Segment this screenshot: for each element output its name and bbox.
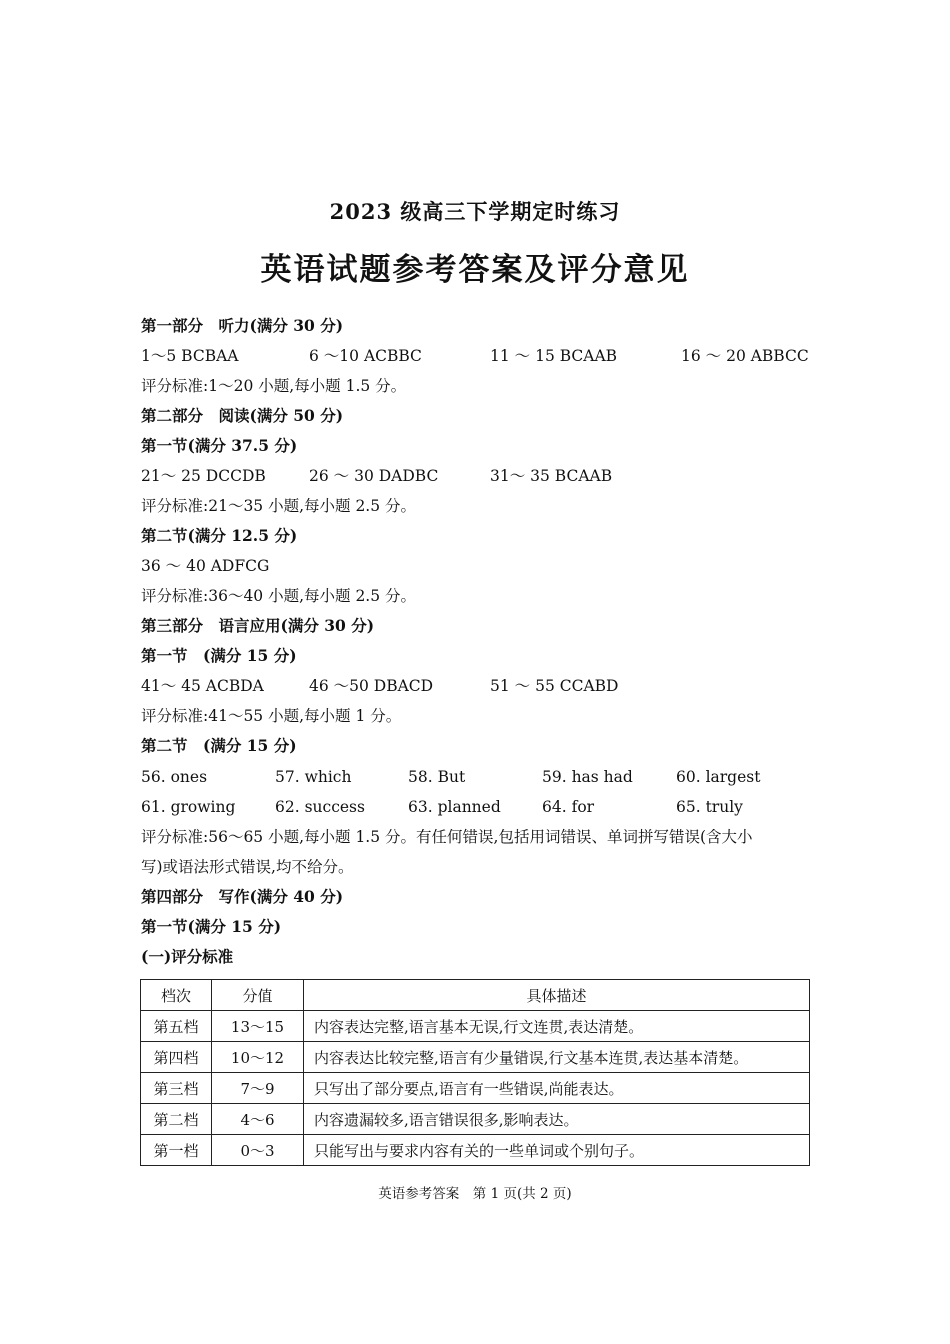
page-footer: 英语参考答案 第 1 页(共 2 页) <box>378 1186 572 1202</box>
grade-cell: 第一档 <box>141 1135 212 1166</box>
table-row <box>141 1104 810 1135</box>
column-header: 档次 <box>141 980 212 1011</box>
column-header: 具体描述 <box>304 980 810 1011</box>
answer-item: 56. ones <box>141 768 208 786</box>
score-range-cell: 13～15 <box>212 1011 304 1042</box>
part2-section2-answers: 36 ～ 40 ADFCG <box>141 557 270 575</box>
answer-item: 63. planned <box>408 798 501 816</box>
grade-cell: 第四档 <box>141 1042 212 1073</box>
score-range-cell: 7～9 <box>212 1073 304 1104</box>
part1-heading: 第一部分 听力(满分 30 分) <box>141 316 344 335</box>
answer-item: 60. largest <box>676 768 761 786</box>
part4-section1-heading: 第一节(满分 15 分) <box>141 917 282 936</box>
table-row <box>141 1011 810 1042</box>
score-range-cell: 4～6 <box>212 1104 304 1135</box>
part1-criteria: 评分标准:1～20 小题,每小题 1.5 分。 <box>141 377 407 395</box>
part3-heading: 第三部分 语言应用(满分 30 分) <box>141 616 375 635</box>
grade-cell: 第五档 <box>141 1011 212 1042</box>
part2-section2-heading: 第二节(满分 12.5 分) <box>141 526 298 545</box>
answer-group: 41～ 45 ACBDA <box>141 677 264 695</box>
description-cell: 只能写出与要求内容有关的一些单词或个别句子。 <box>304 1135 810 1166</box>
answer-group: 11 ～ 15 BCAAB <box>490 347 618 365</box>
part3-section2-criteria-line2: 写)或语法形式错误,均不给分。 <box>141 858 354 876</box>
answer-group: 26 ～ 30 DADBC <box>309 467 439 485</box>
document-title: 英语试题参考答案及评分意见 <box>260 252 690 288</box>
answer-item: 62. success <box>275 798 365 816</box>
grade-cell: 第二档 <box>141 1104 212 1135</box>
answer-group: 16 ～ 20 ABBCC <box>681 347 809 365</box>
answer-item: 65. truly <box>676 798 743 816</box>
answer-group: 6 ～10 ACBBC <box>309 347 422 365</box>
description-cell: 内容表达比较完整,语言有少量错误,行文基本连贯,表达基本清楚。 <box>304 1042 810 1073</box>
scoring-standard-subheading: (一)评分标准 <box>141 947 234 966</box>
description-cell: 内容遗漏较多,语言错误很多,影响表达。 <box>304 1104 810 1135</box>
table-row <box>141 1042 810 1073</box>
part2-heading: 第二部分 阅读(满分 50 分) <box>141 406 344 425</box>
exam-subtitle: 2023 级高三下学期定时练习 <box>329 199 621 224</box>
answer-item: 57. which <box>275 768 352 786</box>
answer-group: 21～ 25 DCCDB <box>141 467 266 485</box>
answer-group: 46 ～50 DBACD <box>309 677 434 695</box>
score-range-cell: 0～3 <box>212 1135 304 1166</box>
answer-item: 64. for <box>542 798 595 816</box>
description-cell: 内容表达完整,语言基本无误,行文连贯,表达清楚。 <box>304 1011 810 1042</box>
part3-section2-criteria-line1: 评分标准:56～65 小题,每小题 1.5 分。有任何错误,包括用词错误、单词拼写错误(含大小 <box>141 828 753 846</box>
part3-section2-heading: 第二节 (满分 15 分) <box>141 736 297 755</box>
score-range-cell: 10～12 <box>212 1042 304 1073</box>
answer-group: 51 ～ 55 CCABD <box>490 677 619 695</box>
part3-section1-criteria: 评分标准:41～55 小题,每小题 1 分。 <box>141 707 402 725</box>
table-row <box>141 1073 810 1104</box>
part3-section1-heading: 第一节 (满分 15 分) <box>141 646 297 665</box>
answer-item: 61. growing <box>141 798 236 816</box>
answer-item: 58. But <box>408 768 466 786</box>
scoring-table <box>140 979 810 1166</box>
part2-section1-heading: 第一节(满分 37.5 分) <box>141 436 298 455</box>
answer-item: 59. has had <box>542 768 633 786</box>
part2-section1-criteria: 评分标准:21～35 小题,每小题 2.5 分。 <box>141 497 417 515</box>
table-header-row <box>141 980 810 1011</box>
description-cell: 只写出了部分要点,语言有一些错误,尚能表达。 <box>304 1073 810 1104</box>
table-row <box>141 1135 810 1166</box>
part2-section2-criteria: 评分标准:36～40 小题,每小题 2.5 分。 <box>141 587 417 605</box>
part4-heading: 第四部分 写作(满分 40 分) <box>141 887 344 906</box>
column-header: 分值 <box>212 980 304 1011</box>
answer-group: 31～ 35 BCAAB <box>490 467 613 485</box>
answer-group: 1～5 BCBAA <box>141 347 239 365</box>
grade-cell: 第三档 <box>141 1073 212 1104</box>
